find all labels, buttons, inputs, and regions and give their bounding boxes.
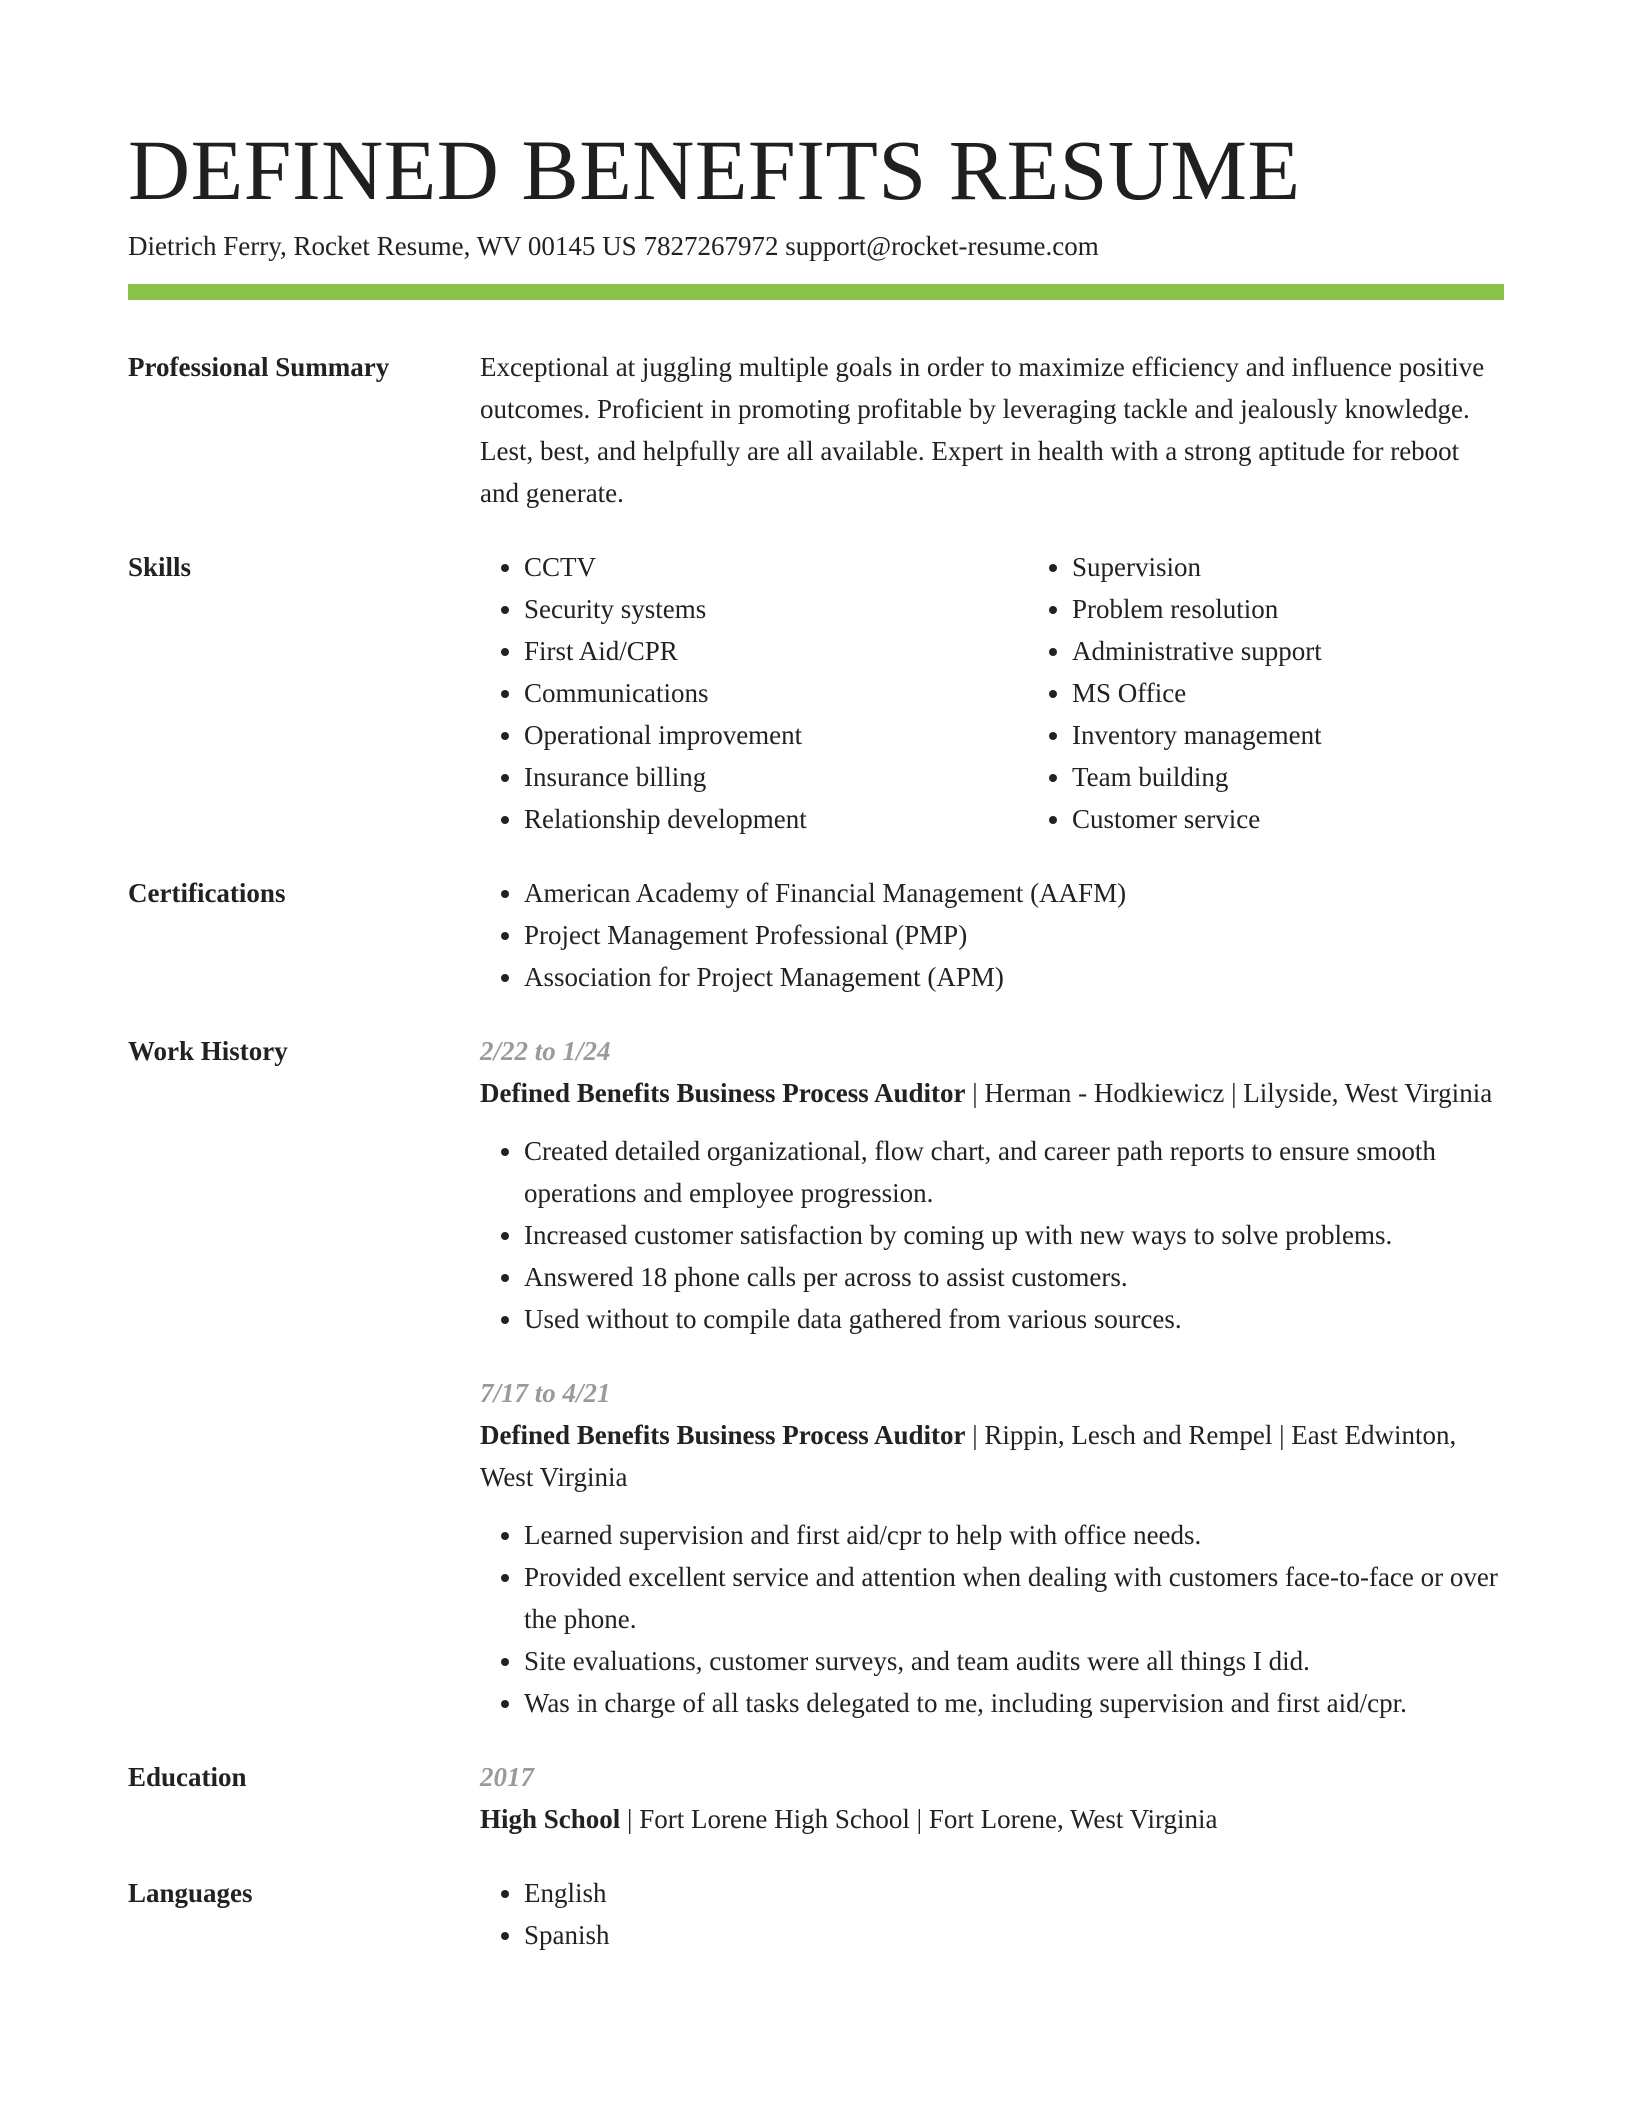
section-work-history bbox=[128, 1030, 1504, 1724]
resume-page bbox=[128, 120, 1504, 1988]
job-bullet: • Used without to compile data gathered from various sources. bbox=[524, 1298, 1504, 1340]
job-bullet: • Increased customer satisfaction by coming up with new ways to solve problems. bbox=[524, 1214, 1504, 1256]
contact-phone: 7827267972 bbox=[643, 231, 779, 261]
job-bullets bbox=[480, 1130, 1504, 1340]
education-details: | Fort Lorene High School | Fort Lorene, West Virginia bbox=[620, 1804, 1218, 1834]
skill-item: • Supervision bbox=[1072, 546, 1576, 588]
accent-divider bbox=[128, 284, 1504, 300]
skill-item: • Problem resolution bbox=[1072, 588, 1576, 630]
skill-item: • Security systems bbox=[524, 588, 1028, 630]
skill-item: • Communications bbox=[524, 672, 1028, 714]
skill-item: • MS Office bbox=[1072, 672, 1576, 714]
job-entry bbox=[480, 1372, 1504, 1724]
skill-item: • Operational improvement bbox=[524, 714, 1028, 756]
job-details: | Herman - Hodkiewicz | Lilyside, West Virginia bbox=[965, 1078, 1493, 1108]
skill-item: • First Aid/CPR bbox=[524, 630, 1028, 672]
job-bullet: • Provided excellent service and attention when dealing with customers face-to-face or over the phone. bbox=[524, 1556, 1504, 1640]
job-bullet: • Created detailed organizational, flow chart, and career path reports to ensure smooth operations and employee progression. bbox=[524, 1130, 1504, 1214]
education-dates: 2017 bbox=[480, 1762, 534, 1792]
job-bullet: • Was in charge of all tasks delegated to me, including supervision and first aid/cpr. bbox=[524, 1682, 1504, 1724]
section-label-education: Education bbox=[128, 1762, 247, 1792]
section-summary bbox=[128, 346, 1504, 514]
job-bullet: • Site evaluations, customer surveys, and team audits were all things I did. bbox=[524, 1640, 1504, 1682]
certification-item: • Association for Project Management (APM) bbox=[524, 956, 1504, 998]
skill-item: • Insurance billing bbox=[524, 756, 1028, 798]
job-role: Defined Benefits Business Process Auditor bbox=[480, 1420, 966, 1450]
section-label-certifications: Certifications bbox=[128, 878, 286, 908]
skill-item: • Administrative support bbox=[1072, 630, 1576, 672]
job-bullet: • Learned supervision and first aid/cpr to help with office needs. bbox=[524, 1514, 1504, 1556]
job-bullets bbox=[480, 1514, 1504, 1724]
section-skills bbox=[128, 546, 1504, 840]
certification-item: • American Academy of Financial Management (AAFM) bbox=[524, 872, 1504, 914]
education-degree: High School bbox=[480, 1804, 621, 1834]
job-role: Defined Benefits Business Process Auditor bbox=[480, 1078, 966, 1108]
skill-item: • Customer service bbox=[1072, 798, 1576, 840]
skill-item: • Team building bbox=[1072, 756, 1576, 798]
section-label-summary: Professional Summary bbox=[128, 352, 390, 382]
language-item: • English bbox=[524, 1872, 1504, 1914]
summary-text: Exceptional at juggling multiple goals in order to maximize efficiency and influence positive outcomes. Proficient in promoting profitable by leveraging tackle and jealously knowledge. Lest, best, and helpfully are all available. Expert in health with a strong aptitude for reboot and generate. bbox=[480, 352, 1485, 508]
skill-item: • CCTV bbox=[524, 546, 1028, 588]
job-bullet: • Answered 18 phone calls per across to assist customers. bbox=[524, 1256, 1504, 1298]
section-label-skills: Skills bbox=[128, 552, 192, 582]
contact-line bbox=[128, 228, 1504, 264]
certification-item: • Project Management Professional (PMP) bbox=[524, 914, 1504, 956]
skill-item: • Relationship development bbox=[524, 798, 1028, 840]
languages-list bbox=[480, 1872, 1504, 1956]
contact-location: WV 00145 US bbox=[476, 231, 637, 261]
job-dates: 2/22 to 1/24 bbox=[480, 1036, 611, 1066]
job-dates: 7/17 to 4/21 bbox=[480, 1378, 611, 1408]
section-label-work-history: Work History bbox=[128, 1036, 288, 1066]
job-entry bbox=[480, 1030, 1504, 1340]
skill-item: • Inventory management bbox=[1072, 714, 1576, 756]
contact-name: Dietrich Ferry, bbox=[128, 231, 287, 261]
job-details: | Rippin, Lesch and Rempel | East Edwinton, West Virginia bbox=[480, 1420, 1457, 1492]
resume-title: DEFINED BENEFITS RESUME bbox=[128, 122, 1301, 218]
section-languages bbox=[128, 1872, 1504, 1956]
job-heading bbox=[480, 1072, 1504, 1114]
section-certifications bbox=[128, 872, 1504, 998]
language-item: • Spanish bbox=[524, 1914, 1504, 1956]
skills-column-2 bbox=[1028, 546, 1576, 840]
contact-email: support@rocket-resume.com bbox=[785, 231, 1099, 261]
certifications-list bbox=[480, 872, 1504, 998]
job-heading bbox=[480, 1414, 1504, 1498]
skills-column-1 bbox=[480, 546, 1028, 840]
education-heading bbox=[480, 1798, 1504, 1840]
section-education bbox=[128, 1756, 1504, 1840]
contact-company: Rocket Resume, bbox=[293, 231, 471, 261]
section-label-languages: Languages bbox=[128, 1878, 253, 1908]
